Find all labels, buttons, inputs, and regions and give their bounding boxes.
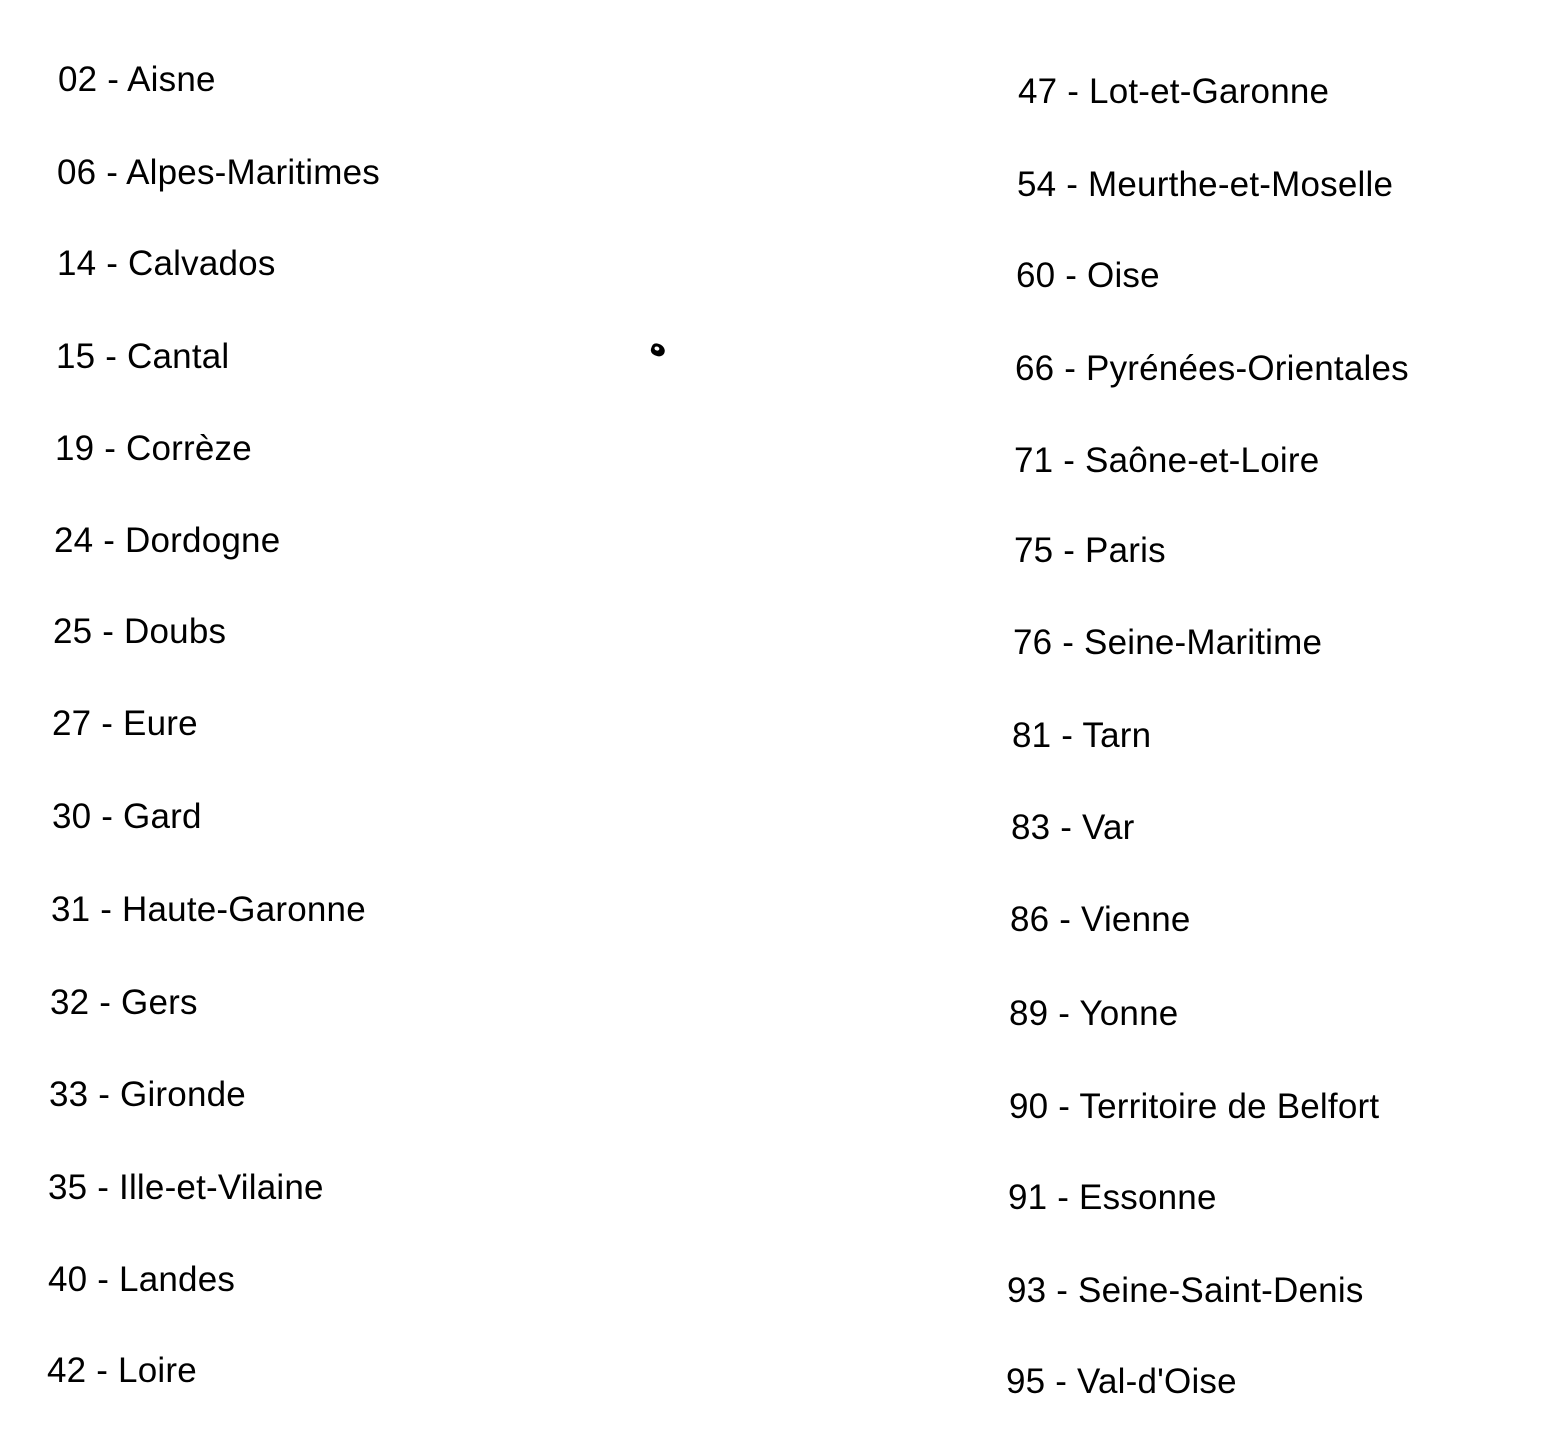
list-item: 89 - Yonne: [1009, 994, 1179, 1033]
list-item: 66 - Pyrénées-Orientales: [1015, 349, 1409, 388]
list-item: 19 - Corrèze: [55, 429, 252, 468]
list-item: 35 - Ille-et-Vilaine: [48, 1168, 324, 1207]
list-item: 71 - Saône-et-Loire: [1014, 441, 1320, 480]
list-item: 95 - Val-d'Oise: [1006, 1362, 1237, 1401]
list-item: 76 - Seine-Maritime: [1013, 623, 1323, 662]
list-item: 90 - Territoire de Belfort: [1009, 1087, 1380, 1126]
list-item: 27 - Eure: [52, 704, 198, 743]
list-item: 25 - Doubs: [53, 612, 227, 651]
list-item: 40 - Landes: [48, 1260, 236, 1299]
scan-speck: [649, 342, 666, 358]
list-item: 93 - Seine-Saint-Denis: [1007, 1271, 1364, 1310]
list-item: 24 - Dordogne: [54, 521, 281, 560]
list-item: 60 - Oise: [1016, 256, 1160, 295]
list-item: 33 - Gironde: [49, 1075, 246, 1114]
list-item: 42 - Loire: [47, 1351, 197, 1390]
list-item: 15 - Cantal: [56, 337, 230, 376]
list-item: 75 - Paris: [1014, 531, 1166, 570]
list-item: 81 - Tarn: [1012, 716, 1152, 755]
list-item: 47 - Lot-et-Garonne: [1018, 72, 1330, 111]
list-item: 30 - Gard: [52, 797, 202, 836]
list-item: 32 - Gers: [50, 983, 198, 1022]
list-item: 02 - Aisne: [58, 60, 216, 99]
list-item: 06 - Alpes-Maritimes: [57, 153, 380, 192]
list-item: 14 - Calvados: [57, 244, 276, 283]
list-item: 91 - Essonne: [1008, 1178, 1217, 1217]
list-item: 83 - Var: [1011, 808, 1135, 847]
list-item: 54 - Meurthe-et-Moselle: [1017, 165, 1394, 204]
list-item: 31 - Haute-Garonne: [51, 890, 366, 929]
list-item: 86 - Vienne: [1010, 900, 1191, 939]
